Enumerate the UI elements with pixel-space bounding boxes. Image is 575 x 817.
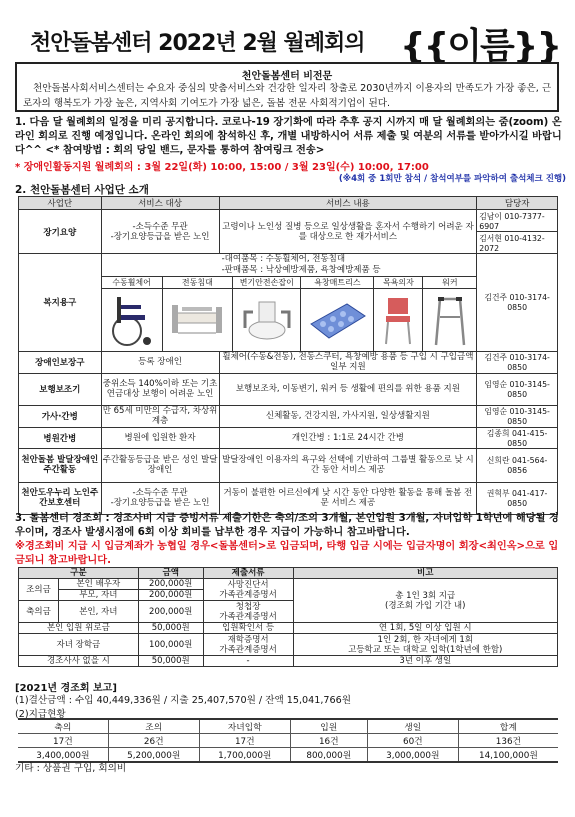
recipient: 부모, 자녀 bbox=[58, 590, 138, 601]
contact-name: 임영순 bbox=[484, 407, 508, 416]
vision-title: 천안돌봄센터 비전문 bbox=[241, 71, 333, 82]
recipient: 본인 배우자 bbox=[58, 579, 138, 590]
contact-cell bbox=[477, 232, 558, 254]
remark: 연 1회, 5일 이상 입원 시 bbox=[293, 623, 558, 634]
row-target: 병원에 입원한 환자 bbox=[101, 427, 219, 448]
row-name: 병원간병 bbox=[19, 427, 102, 448]
category-label: 자녀 장학금 bbox=[19, 634, 139, 656]
meeting-schedule: * 장애인활동지원 월례회의 : 3월 22일(화) 10:00, 15:00 / 3월 23일(수) 10:00, 17:00 bbox=[15, 162, 429, 173]
category-label: 축의금 bbox=[19, 601, 59, 623]
product-label: 욕창매트리스 bbox=[301, 277, 374, 289]
col-header: 사업단 bbox=[19, 197, 102, 210]
payment-count: 17건 bbox=[199, 734, 290, 748]
mattress-image bbox=[301, 289, 374, 351]
col-header: 담당자 bbox=[477, 197, 558, 210]
col-header: 비고 bbox=[293, 568, 558, 579]
documents: 사망진단서 가족관계증명서 bbox=[203, 579, 293, 601]
col-header: 서비스 내용 bbox=[219, 197, 477, 210]
payment-count: 16건 bbox=[290, 734, 367, 748]
row-content: 거동이 불편한 어르신에게 낮 시간 동안 다양한 활동을 통해 돌봄 전문 서비스 제공 bbox=[219, 482, 477, 514]
row-name: 천안돌봄 발달장애인 주간활동 bbox=[19, 448, 102, 482]
vision-text: 천안돌봄사회서비스센터는 수요자 중심의 맞춤서비스와 건강한 일자리 창출로 2030년까지 이용자의 만족도가 가장 좋은, 근로자의 행복도가 가장 높은, 지역사회 기여도가 가장 넓은, 돌봄 전문 사회적기업이 된다. bbox=[23, 83, 552, 109]
contact-cell bbox=[477, 351, 558, 373]
report-subtitle: (2)지급현황 bbox=[15, 709, 66, 720]
payment-count: 26건 bbox=[108, 734, 199, 748]
payment-count: 17건 bbox=[18, 734, 108, 748]
bed-image bbox=[162, 289, 233, 351]
contact-phone: 010-3174-0850 bbox=[507, 353, 550, 372]
row-target: 등록 장애인 bbox=[101, 351, 219, 373]
report-summary: (1)결산금액 : 수입 40,449,336원 / 지출 25,407,570원 / 잔액 15,041,766원 bbox=[15, 695, 351, 706]
contact-name: 김종희 bbox=[486, 428, 510, 438]
payment-amount: 800,000원 bbox=[290, 748, 367, 763]
col-header: 금액 bbox=[138, 568, 203, 579]
row-target: 중위소득 140%이하 또는 기초연금대상 보행이 어려운 노인 bbox=[101, 373, 219, 405]
remark: 1인 2회, 한 자녀에게 1회 고등학교 또는 대학교 입학(1학년에 한함) bbox=[293, 634, 558, 656]
payment-count: 60건 bbox=[367, 734, 458, 748]
payment-amount: 3,000,000원 bbox=[367, 748, 458, 763]
contact-name: 김건주 bbox=[484, 293, 508, 303]
section3-text: 3. 돌봄센터 경조회 : 경조사비 지급 증빙서류 제출기한은 축의/조의 3개월, 본인입원 3개월, 자녀입학 1학년에 해당될 경우이며, 경조사 발생시점에 6회 이상 회비를 납부한 경우 지급이 가능하니 참고바랍니다. bbox=[15, 513, 559, 538]
bath-chair-image bbox=[374, 289, 423, 351]
contact-cell bbox=[477, 210, 558, 232]
payment-count: 136건 bbox=[458, 734, 558, 748]
category-label: 조의금 bbox=[19, 579, 59, 601]
contact-phone: 010-3145-0850 bbox=[507, 380, 550, 399]
row-content: 발달장애인 이용자의 욕구와 선택에 기반하여 그룹별 활동으로 낮 시간 동안 서비스 제공 bbox=[219, 448, 477, 482]
product-label: 전동침대 bbox=[162, 277, 233, 289]
page-title: 천안돌봄센터 2022년 2월 월례회의 bbox=[30, 31, 365, 56]
documents: 청첩장 가족관계증명서 bbox=[203, 601, 293, 623]
wheelchair-image bbox=[102, 289, 162, 351]
business-table bbox=[18, 196, 558, 515]
contact-phone: 041-415-0850 bbox=[507, 428, 548, 448]
payment-table bbox=[18, 718, 558, 763]
contact-cell bbox=[477, 482, 558, 514]
product-label: 목욕의자 bbox=[374, 277, 423, 289]
col-header: 구분 bbox=[19, 568, 139, 579]
row-content: 휠체어(수동&전동), 전동스쿠터, 욕창예방 용품 등 구입 시 구입금액 일부 지원 bbox=[219, 351, 477, 373]
documents: 재학증명서 가족관계증명서 bbox=[203, 634, 293, 656]
amount: 200,000원 bbox=[138, 579, 203, 590]
row-name: 복지용구 bbox=[19, 254, 102, 352]
remark: 3년 이후 생일 bbox=[293, 656, 558, 667]
payment-amount: 5,200,000원 bbox=[108, 748, 199, 763]
contact-cell bbox=[477, 254, 558, 352]
contact-name: 신희란 bbox=[486, 456, 510, 465]
contact-cell bbox=[477, 448, 558, 482]
contact-phone: 010-7377-6907 bbox=[479, 211, 545, 231]
payment-header: 자녀입학 bbox=[199, 719, 290, 734]
contact-phone: 041-417-0850 bbox=[507, 489, 548, 508]
row-name: 천안도우누리 노인주간보호센터 bbox=[19, 482, 102, 514]
toilet-rail-image bbox=[233, 289, 301, 351]
documents: 입원확인서 등 bbox=[203, 623, 293, 634]
fund-table bbox=[18, 567, 558, 667]
contact-name: 김남이 bbox=[479, 211, 502, 221]
contact-phone: 010-3174-0850 bbox=[507, 293, 550, 313]
contact-phone: 041-564-0856 bbox=[507, 456, 548, 475]
row-name: 보행보조기 bbox=[19, 373, 102, 405]
product-label: 수동휠체어 bbox=[102, 277, 162, 289]
contact-name: 임영순 bbox=[484, 380, 508, 389]
product-label: 워커 bbox=[423, 277, 476, 289]
payment-header: 조의 bbox=[108, 719, 199, 734]
contact-phone: 010-4132-2072 bbox=[479, 233, 545, 253]
contact-name: 권혁부 bbox=[486, 489, 510, 498]
report-title: [2021년 경조회 보고] bbox=[15, 683, 117, 694]
row-target: -소득수준 무관 -장기요양등급을 받은 노인 bbox=[101, 210, 219, 254]
section2-title: 2. 천안돌봄센터 사업단 소개 bbox=[15, 184, 149, 196]
logo-text: {{이름}} bbox=[400, 26, 561, 67]
contact-cell bbox=[477, 405, 558, 427]
vision-box bbox=[15, 62, 559, 112]
notice-text: 1. 다음 달 월례회의 일정을 미리 공지합니다. 코로나-19 장기화에 따라 추후 공지 시까지 매 달 월례회의는 줌(zoom) 온라인 회의로 진행 예정입니다. 온라인 회의에 참석하신 후, 개별 내방하시어 서류 제출 및 여분의 서류를 받아가시길 바랍니다^^ <* 참여방법 : 회의 당일 밴드, 문자를 통하여 참여링크 전송> bbox=[15, 117, 562, 156]
amount: 50,000원 bbox=[138, 656, 203, 667]
amount: 200,000원 bbox=[138, 601, 203, 623]
row-target: -소득수준 무관 -장기요양등급을 받은 노인 bbox=[101, 482, 219, 514]
row-name: 장애인보장구 bbox=[19, 351, 102, 373]
row-content: 보행보조차, 이동변기, 워커 등 생활에 편의를 위한 용품 지원 bbox=[219, 373, 477, 405]
row-content: 신체활동, 건강지원, 가사지원, 일상생활지원 bbox=[219, 405, 477, 427]
row-name: 장기요양 bbox=[19, 210, 102, 254]
row-name: 가사·간병 bbox=[19, 405, 102, 427]
payment-header: 합계 bbox=[458, 719, 558, 734]
walker-image bbox=[423, 289, 476, 351]
product-label: 변기안전손잡이 bbox=[233, 277, 301, 289]
rent-items: -대여품목 : 수동휠체어, 전동침대 bbox=[221, 254, 346, 264]
attendance-note: (※4회 중 1회만 참석 / 참석여부를 파악하여 출석체크 진행) bbox=[338, 174, 566, 184]
payment-header: 입원 bbox=[290, 719, 367, 734]
product-grid bbox=[102, 276, 477, 351]
welfare-content bbox=[101, 254, 477, 352]
contact-name: 김건주 bbox=[484, 353, 508, 362]
documents: - bbox=[203, 656, 293, 667]
amount: 50,000원 bbox=[138, 623, 203, 634]
row-target: 주간활동등급을 받은 성인 발달장애인 bbox=[101, 448, 219, 482]
row-content: 고령이나 노인성 질병 등으로 일상생활을 혼자서 수행하기 어려운 자를 대상으로 한 재가서비스 bbox=[219, 210, 477, 254]
payment-header: 축의 bbox=[18, 719, 108, 734]
section3-warning: ※경조회비 지급 시 입금계좌가 농협일 경우<돌봄센터>로 입금되며, 타행 입금 시에는 입금자명이 회장<최인옥>으로 입금되니 참고바랍니다. bbox=[15, 541, 559, 566]
payment-header: 생일 bbox=[367, 719, 458, 734]
category-label: 본인 입원 위로금 bbox=[19, 623, 139, 634]
contact-phone: 010-3145-0850 bbox=[507, 407, 550, 426]
contact-cell bbox=[477, 373, 558, 405]
recipient: 본인, 자녀 bbox=[58, 601, 138, 623]
report-etc: 기타 : 상품권 구입, 회의비 bbox=[15, 763, 127, 774]
col-header: 서비스 대상 bbox=[101, 197, 219, 210]
col-header: 제출서류 bbox=[203, 568, 293, 579]
row-target: 만 65세 미만의 수급자, 차상위 계층 bbox=[102, 406, 218, 426]
payment-amount: 14,100,000원 bbox=[458, 748, 558, 763]
payment-amount: 1,700,000원 bbox=[199, 748, 290, 763]
row-content: 개인간병 : 1:1로 24시간 간병 bbox=[219, 427, 477, 448]
remark: 총 1인 3회 지급 (경조회 가입 기간 내) bbox=[293, 579, 558, 623]
payment-amount: 3,400,000원 bbox=[18, 748, 108, 763]
sale-items: -판매품목 : 낙상예방제품, 욕창예방제품 등 bbox=[221, 265, 381, 275]
amount: 200,000원 bbox=[138, 590, 203, 601]
contact-name: 김서현 bbox=[479, 233, 502, 243]
contact-cell bbox=[477, 427, 558, 448]
amount: 100,000원 bbox=[138, 634, 203, 656]
category-label: 경조사사 없을 시 bbox=[19, 656, 139, 667]
